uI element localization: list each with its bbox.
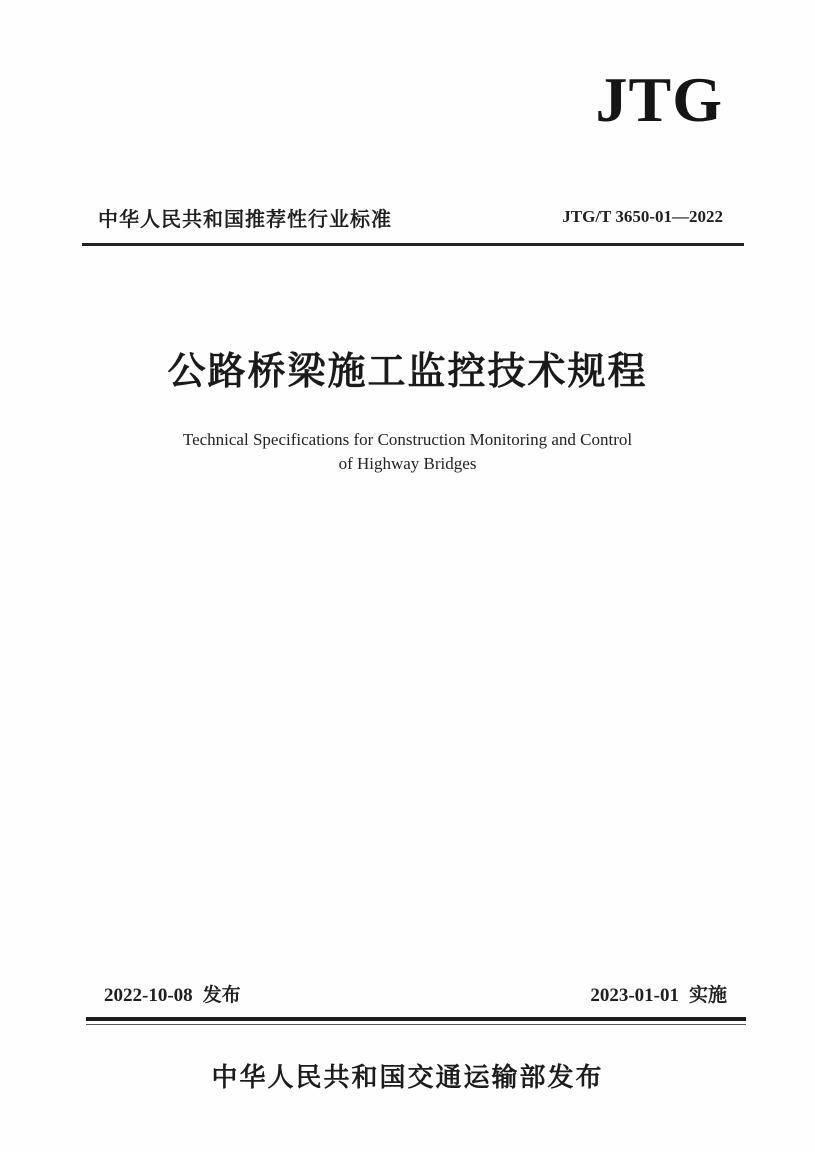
jtg-logo: JTG [595,64,723,135]
implementation-date: 2023-01-01 [590,985,679,1006]
standard-type-label: 中华人民共和国推荐性行业标准 [98,207,392,231]
issue-date-block [104,980,241,1007]
issue-word: 发布 [202,984,241,1006]
publisher: 中华人民共和国交通运输部发布 [211,1063,604,1093]
title-english-line2: of Highway Bridges [338,454,477,473]
title-chinese: 公路桥梁施工监控技术规程 [167,348,648,393]
issue-date: 2022-10-08 [104,985,193,1006]
footer-divider-thick [86,1017,746,1021]
title-english-line1: Technical Specifications for Construction Monitoring and Control [182,430,633,449]
implementation-word: 实施 [688,984,727,1006]
header-divider [82,243,744,246]
footer-divider-thin [86,1024,746,1025]
implementation-date-block [590,980,727,1007]
title-english [0,428,815,476]
standard-code: JTG/T 3650-01—2022 [562,207,723,226]
